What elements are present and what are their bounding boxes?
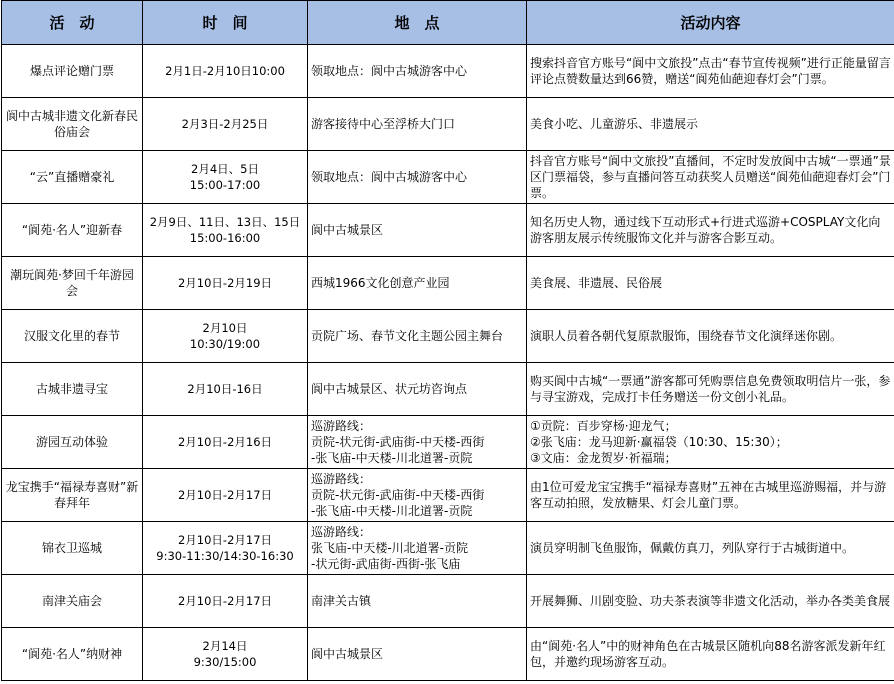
cell-time [143, 98, 308, 151]
cell-time [143, 363, 308, 416]
table-row [2, 575, 894, 628]
cell-location-line: 贡院广场、春节文化主题公园主舞台 [311, 329, 504, 343]
cell-time-line: 2月14日 [202, 639, 248, 653]
table-row [2, 469, 894, 522]
cell-activity-line: 阆中古城非遗文化新春民俗庙会 [5, 109, 138, 139]
cell-activity-line: “阆苑·名人”纳财神 [21, 647, 123, 661]
cell-location-line: -张飞庙-中天楼-川北道署-贡院 [311, 504, 473, 518]
cell-content-line: 购买阆中古城“一票通”游客都可凭购票信息免费领取明信片一张，参与寻宝游戏，完成打卡任务赠送一份文创小礼品。 [530, 374, 891, 404]
cell-activity-line: 南津关庙会 [41, 594, 102, 608]
cell-time-line: 9:30/15:00 [193, 655, 257, 669]
table-row [2, 310, 894, 363]
cell-activity-line: 潮玩阆苑·梦回千年游园会 [10, 268, 134, 298]
table-row [2, 257, 894, 310]
cell-activity [2, 575, 143, 628]
cell-time [143, 522, 308, 575]
cell-location [308, 98, 527, 151]
cell-content [527, 416, 894, 469]
cell-location-line: 领取地点：阆中古城游客中心 [311, 64, 468, 78]
header-location: 地 点 [308, 1, 527, 45]
cell-location-line: 领取地点：阆中古城游客中心 [311, 170, 468, 184]
cell-time-line: 2月9日、11日、13日、15日 [149, 215, 301, 229]
cell-activity [2, 204, 143, 257]
cell-location-line: 游客接待中心至浮桥大门口 [311, 117, 456, 131]
cell-content [527, 310, 894, 363]
cell-content-line: 搜索抖音官方账号“阆中文旅投”点击“春节宣传视频”进行正能量留言评论点赞数量达到66赞，赠送“阆苑仙葩迎春灯会”门票。 [530, 56, 891, 86]
table-row [2, 522, 894, 575]
cell-content [527, 363, 894, 416]
cell-time [143, 469, 308, 522]
table-body [2, 45, 894, 681]
cell-content-line: 美食小吃、儿童游乐、非遗展示 [530, 117, 699, 131]
cell-location [308, 469, 527, 522]
cell-activity-line: 游园互动体验 [35, 435, 108, 449]
cell-location [308, 257, 527, 310]
cell-location [308, 151, 527, 204]
cell-activity-line: 爆点评论赠门票 [29, 64, 114, 78]
cell-activity-line: 锦衣卫巡城 [41, 541, 102, 555]
cell-content-line: ③文庙：金龙贺岁·祈福瑞； [530, 451, 677, 465]
cell-content [527, 45, 894, 98]
cell-time-line: 2月10日-2月17日 [177, 488, 273, 502]
cell-time [143, 575, 308, 628]
cell-activity-line: 汉服文化里的春节 [23, 329, 120, 343]
cell-activity [2, 98, 143, 151]
cell-time-line: 2月3日-2月25日 [181, 117, 269, 131]
cell-activity [2, 310, 143, 363]
cell-content-line: 演员穿明制飞鱼服饰，佩戴仿真刀，列队穿行于古城街道中。 [530, 541, 855, 555]
cell-location-line: 贡院-状元街-武庙街-中天楼-西街 [311, 488, 485, 502]
cell-activity-line: 古城非遗寻宝 [35, 382, 108, 396]
cell-activity [2, 363, 143, 416]
cell-time [143, 257, 308, 310]
cell-time-line: 2月10日-2月17日 [177, 533, 273, 547]
cell-time [143, 416, 308, 469]
cell-activity [2, 628, 143, 681]
cell-location [308, 522, 527, 575]
cell-location-line: 阆中古城景区 [311, 223, 384, 237]
cell-time-line: 15:00-17:00 [189, 178, 261, 192]
cell-location [308, 45, 527, 98]
table-row [2, 628, 894, 681]
cell-location-line: -状元街-武庙街-西街-张飞庙 [311, 557, 461, 571]
cell-activity-line: “阆苑·名人”迎新春 [21, 223, 123, 237]
cell-location-line: -张飞庙-中天楼-川北道署-贡院 [311, 451, 473, 465]
cell-time [143, 45, 308, 98]
table-row [2, 45, 894, 98]
cell-activity [2, 469, 143, 522]
cell-location-line: 张飞庙-中天楼-川北道署-贡院 [311, 541, 468, 555]
cell-location [308, 628, 527, 681]
cell-content-line: 开展舞狮、川剧变脸、功夫茶表演等非遗文化活动，举办各类美食展 [530, 594, 891, 608]
table-row [2, 151, 894, 204]
table-row [2, 416, 894, 469]
cell-location [308, 310, 527, 363]
events-table [1, 0, 894, 681]
cell-time [143, 151, 308, 204]
cell-content [527, 204, 894, 257]
cell-activity [2, 522, 143, 575]
cell-location-line: 南津关古镇 [311, 594, 372, 608]
cell-time [143, 628, 308, 681]
cell-content [527, 257, 894, 310]
header-content: 活动内容 [527, 1, 894, 45]
cell-time-line: 2月10日 [202, 321, 248, 335]
cell-activity [2, 151, 143, 204]
cell-content-line: 美食展、非遗展、民俗展 [530, 276, 663, 290]
table-row [2, 363, 894, 416]
header-time: 时 间 [143, 1, 308, 45]
cell-content-line: 由1位可爱龙宝宝携手“福禄寿喜财”五神在古城里巡游赐福，并与游客互动拍照，发放糖果、灯会儿童门票。 [530, 480, 887, 510]
cell-content-line: ②张飞庙：龙马迎新·赢福袋（10:30、15:30）； [530, 435, 788, 449]
cell-content-line: 由“阆苑·名人”中的财神角色在古城景区随机向88名游客派发新年红包，并邀约现场游客互动。 [530, 639, 886, 669]
cell-location [308, 363, 527, 416]
cell-time-line: 15:00-16:00 [189, 231, 261, 245]
cell-time-line: 2月10日-16日 [187, 382, 263, 396]
cell-location-line: 西城1966文化创意产业园 [311, 276, 450, 290]
cell-content [527, 522, 894, 575]
table-row [2, 98, 894, 151]
cell-content-line: 知名历史人物，通过线下互动形式+行进式巡游+COSPLAY文化向游客朋友展示传统服饰文化并与游客合影互动。 [530, 215, 881, 245]
cell-time-line: 2月10日-2月16日 [177, 435, 273, 449]
cell-time-line: 9:30-11:30/14:30-16:30 [156, 549, 294, 563]
cell-time-line: 2月10日-2月19日 [177, 276, 273, 290]
cell-content [527, 628, 894, 681]
cell-content [527, 469, 894, 522]
cell-location [308, 575, 527, 628]
cell-time-line: 10:30/19:00 [189, 337, 261, 351]
cell-location-line: 贡院-状元街-武庙街-中天楼-西街 [311, 435, 485, 449]
table-row [2, 204, 894, 257]
cell-activity [2, 257, 143, 310]
header-activity: 活 动 [2, 1, 143, 45]
cell-time-line: 2月4日、5日 [191, 162, 259, 176]
cell-activity-line: “云”直播赠豪礼 [29, 170, 115, 184]
cell-time [143, 310, 308, 363]
cell-content [527, 575, 894, 628]
cell-location [308, 416, 527, 469]
cell-time-line: 2月1日-2月10日10:00 [165, 64, 285, 78]
cell-location-line: 阆中古城景区 [311, 647, 384, 661]
cell-content-line: 演职人员着各朝代复原款服饰，围绕春节文化演绎迷你剧。 [530, 329, 843, 343]
header-row [2, 1, 894, 45]
cell-content-line: ①贡院：百步穿杨·迎龙气； [530, 419, 677, 433]
cell-location [308, 204, 527, 257]
cell-content-line: 抖音官方账号“阆中文旅投”直播间，不定时发放阆中古城“一票通”景区门票福袋，参与直播问答互动获奖人员赠送“阆苑仙葩迎春灯会”门票。 [530, 154, 891, 200]
cell-location-line: 巡游路线： [311, 525, 372, 539]
cell-content [527, 98, 894, 151]
cell-time-line: 2月10日-2月17日 [177, 594, 273, 608]
cell-location-line: 阆中古城景区、状元坊咨询点 [311, 382, 468, 396]
cell-content [527, 151, 894, 204]
cell-activity [2, 416, 143, 469]
cell-location-line: 巡游路线： [311, 472, 372, 486]
cell-location-line: 巡游路线： [311, 419, 372, 433]
cell-activity [2, 45, 143, 98]
cell-time [143, 204, 308, 257]
cell-activity-line: 龙宝携手“福禄寿喜财”新春拜年 [5, 480, 139, 510]
